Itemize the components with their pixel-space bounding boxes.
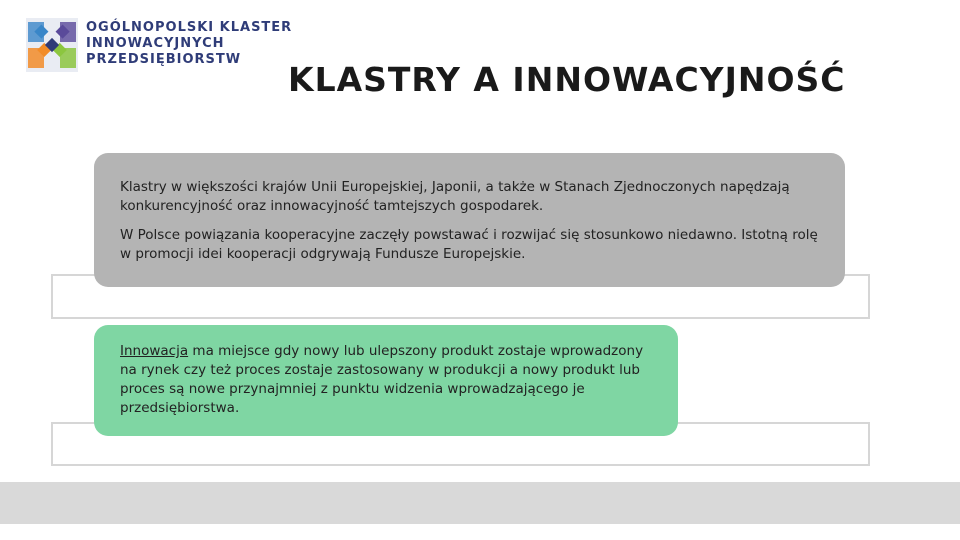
innovation-term-link[interactable]: Innowacja: [120, 343, 189, 359]
innovation-definition-card: [94, 325, 678, 436]
logo-line-3: PRZEDSIĘBIORSTW: [86, 52, 242, 67]
clusters-info-card: [94, 153, 845, 287]
slide-title: KLASTRY A INNOWACYJNOŚĆ: [288, 60, 846, 99]
innovation-definition-text: ma miejsce gdy nowy lub ulepszony produkt zostaje wprowadzony na rynek czy też proces zostaje zastosowany w produkcji a nowy produkt lub proces są nowe przynajmniej z punktu widzenia wprowadzającego je przedsiębiorstwa.: [120, 343, 644, 416]
logo-diamond-icon: [26, 18, 78, 72]
cluster-logo: [26, 18, 296, 74]
logo-wordmark: [86, 20, 296, 68]
clusters-paragraph-2: W Polsce powiązania kooperacyjne zaczęły powstawać i rozwijać się stosunkowo niedawno. Istotną rolę w promocji idei kooperacji odgrywają Fundusze Europejskie.: [120, 227, 818, 262]
logo-line-2: INNOWACYJNYCH: [86, 36, 225, 51]
logo-line-1: OGÓLNOPOLSKI KLASTER: [86, 20, 293, 35]
innovation-definition: [120, 342, 658, 418]
footer-bar: [0, 482, 960, 524]
clusters-paragraph-1: Klastry w większości krajów Unii Europejskiej, Japonii, a także w Stanach Zjednoczonych napędzają konkurencyjność oraz innowacyjność tamtejszych gospodarek.: [120, 179, 790, 214]
